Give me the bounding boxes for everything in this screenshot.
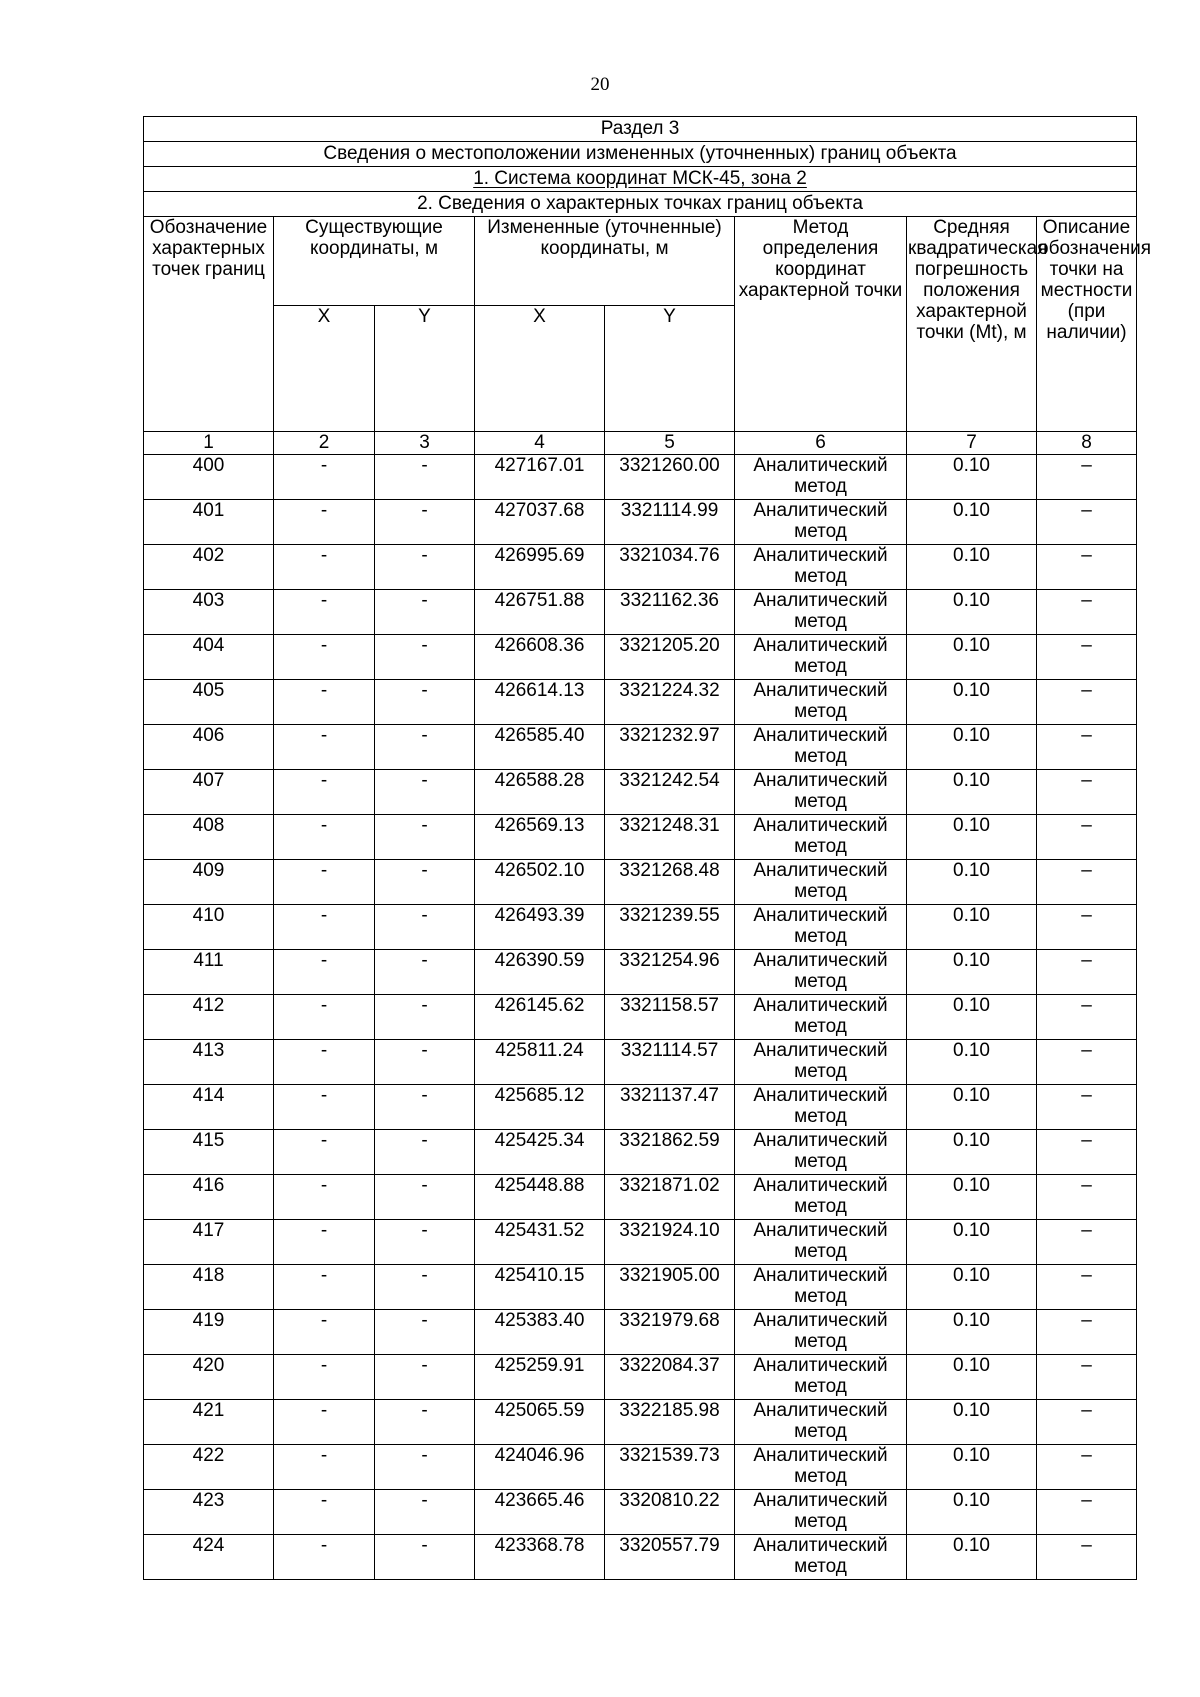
- cell-existing-x: -: [274, 1355, 375, 1400]
- cell-point-number: 410: [144, 905, 274, 950]
- cell-changed-x: 426502.10: [475, 860, 605, 905]
- cell-existing-x: -: [274, 500, 375, 545]
- cell-point-number: 423: [144, 1490, 274, 1535]
- cell-description: –: [1037, 1310, 1137, 1355]
- cell-method: Аналитический метод: [735, 995, 907, 1040]
- column-number: 3: [375, 432, 475, 455]
- cell-description: –: [1037, 1130, 1137, 1175]
- cell-point-number: 401: [144, 500, 274, 545]
- table-row: [144, 1535, 1137, 1580]
- cell-method: Аналитический метод: [735, 1085, 907, 1130]
- cell-changed-y: 3321924.10: [605, 1220, 735, 1265]
- cell-description: –: [1037, 1355, 1137, 1400]
- cell-changed-x: 423665.46: [475, 1490, 605, 1535]
- cell-description: –: [1037, 635, 1137, 680]
- header-existing-y: Y: [375, 306, 475, 432]
- coordinate-system: [144, 167, 1137, 192]
- cell-error: 0.10: [907, 680, 1037, 725]
- table-row: [144, 905, 1137, 950]
- cell-method: Аналитический метод: [735, 1310, 907, 1355]
- cell-existing-x: -: [274, 1130, 375, 1175]
- cell-changed-x: 426614.13: [475, 680, 605, 725]
- cell-error: 0.10: [907, 590, 1037, 635]
- column-number: 6: [735, 432, 907, 455]
- header-error: Средняя квадратическая погрешность положения характерной точки (Mt), м: [907, 217, 1037, 432]
- cell-description: –: [1037, 770, 1137, 815]
- cell-error: 0.10: [907, 1445, 1037, 1490]
- cell-changed-y: 3321254.96: [605, 950, 735, 995]
- cell-existing-x: -: [274, 1085, 375, 1130]
- cell-description: –: [1037, 590, 1137, 635]
- cell-error: 0.10: [907, 1310, 1037, 1355]
- section-title-row: [144, 117, 1137, 142]
- cell-changed-y: 3322084.37: [605, 1355, 735, 1400]
- cell-error: 0.10: [907, 770, 1037, 815]
- table-row: [144, 590, 1137, 635]
- cell-description: –: [1037, 905, 1137, 950]
- table-row: [144, 1175, 1137, 1220]
- cell-existing-x: -: [274, 860, 375, 905]
- cell-changed-x: 426145.62: [475, 995, 605, 1040]
- header-changed-y: Y: [605, 306, 735, 432]
- cell-changed-y: 3320557.79: [605, 1535, 735, 1580]
- cell-error: 0.10: [907, 1490, 1037, 1535]
- cell-changed-x: 426588.28: [475, 770, 605, 815]
- column-number: 1: [144, 432, 274, 455]
- cell-description: –: [1037, 1490, 1137, 1535]
- cell-existing-y: -: [375, 905, 475, 950]
- section-title: Раздел 3: [144, 117, 1137, 142]
- table-row: [144, 500, 1137, 545]
- table-row: [144, 680, 1137, 725]
- cell-method: Аналитический метод: [735, 860, 907, 905]
- table-row: [144, 860, 1137, 905]
- column-number: 7: [907, 432, 1037, 455]
- cell-changed-y: 3321162.36: [605, 590, 735, 635]
- coordinate-system-text: 1. Система координат МСК-45, зона 2: [473, 168, 807, 189]
- cell-description: –: [1037, 1400, 1137, 1445]
- cell-existing-y: -: [375, 1355, 475, 1400]
- cell-point-number: 415: [144, 1130, 274, 1175]
- cell-changed-x: 427167.01: [475, 455, 605, 500]
- cell-error: 0.10: [907, 995, 1037, 1040]
- cell-existing-x: -: [274, 545, 375, 590]
- cell-method: Аналитический метод: [735, 455, 907, 500]
- cell-point-number: 409: [144, 860, 274, 905]
- cell-description: –: [1037, 1220, 1137, 1265]
- cell-method: Аналитический метод: [735, 1040, 907, 1085]
- table-subtitle: Сведения о местоположении измененных (уточненных) границ объекта: [144, 142, 1137, 167]
- cell-method: Аналитический метод: [735, 905, 907, 950]
- cell-method: Аналитический метод: [735, 1400, 907, 1445]
- cell-changed-y: 3321239.55: [605, 905, 735, 950]
- cell-method: Аналитический метод: [735, 1355, 907, 1400]
- cell-existing-y: -: [375, 725, 475, 770]
- cell-method: Аналитический метод: [735, 725, 907, 770]
- cell-existing-y: -: [375, 1130, 475, 1175]
- header-changed-x: X: [475, 306, 605, 432]
- cell-point-number: 418: [144, 1265, 274, 1310]
- cell-existing-x: -: [274, 455, 375, 500]
- cell-changed-y: 3321260.00: [605, 455, 735, 500]
- cell-error: 0.10: [907, 1400, 1037, 1445]
- cell-existing-y: -: [375, 1220, 475, 1265]
- cell-changed-y: 3321268.48: [605, 860, 735, 905]
- cell-existing-y: -: [375, 950, 475, 995]
- cell-changed-y: 3321158.57: [605, 995, 735, 1040]
- cell-method: Аналитический метод: [735, 590, 907, 635]
- cell-method: Аналитический метод: [735, 1490, 907, 1535]
- cell-point-number: 421: [144, 1400, 274, 1445]
- cell-point-number: 406: [144, 725, 274, 770]
- cell-changed-x: 424046.96: [475, 1445, 605, 1490]
- cell-description: –: [1037, 1040, 1137, 1085]
- cell-changed-x: 426493.39: [475, 905, 605, 950]
- cell-point-number: 424: [144, 1535, 274, 1580]
- cell-point-number: 400: [144, 455, 274, 500]
- header-description: Описание обозначения точки на местности (при наличии): [1037, 217, 1137, 432]
- cell-existing-y: -: [375, 1445, 475, 1490]
- cell-error: 0.10: [907, 1175, 1037, 1220]
- cell-changed-y: 3321137.47: [605, 1085, 735, 1130]
- cell-point-number: 419: [144, 1310, 274, 1355]
- cell-changed-x: 426390.59: [475, 950, 605, 995]
- cell-error: 0.10: [907, 1040, 1037, 1085]
- cell-point-number: 403: [144, 590, 274, 635]
- table-row: [144, 1040, 1137, 1085]
- table-row: [144, 455, 1137, 500]
- cell-method: Аналитический метод: [735, 815, 907, 860]
- header-existing-x: X: [274, 306, 375, 432]
- cell-changed-x: 426569.13: [475, 815, 605, 860]
- cell-point-number: 408: [144, 815, 274, 860]
- cell-description: –: [1037, 500, 1137, 545]
- table-row: [144, 950, 1137, 995]
- cell-existing-y: -: [375, 545, 475, 590]
- cell-existing-x: -: [274, 1535, 375, 1580]
- cell-error: 0.10: [907, 455, 1037, 500]
- points-title: 2. Сведения о характерных точках границ объекта: [144, 192, 1137, 217]
- cell-method: Аналитический метод: [735, 635, 907, 680]
- cell-error: 0.10: [907, 1535, 1037, 1580]
- cell-method: Аналитический метод: [735, 1220, 907, 1265]
- cell-changed-x: 425811.24: [475, 1040, 605, 1085]
- page-number: 20: [590, 74, 610, 95]
- cell-changed-y: 3321242.54: [605, 770, 735, 815]
- cell-error: 0.10: [907, 500, 1037, 545]
- cell-point-number: 412: [144, 995, 274, 1040]
- cell-existing-x: -: [274, 1490, 375, 1535]
- cell-description: –: [1037, 1265, 1137, 1310]
- cell-error: 0.10: [907, 1085, 1037, 1130]
- cell-existing-y: -: [375, 770, 475, 815]
- cell-method: Аналитический метод: [735, 770, 907, 815]
- cell-description: –: [1037, 860, 1137, 905]
- cell-error: 0.10: [907, 1355, 1037, 1400]
- cell-existing-y: -: [375, 500, 475, 545]
- cell-description: –: [1037, 995, 1137, 1040]
- cell-error: 0.10: [907, 950, 1037, 995]
- cell-changed-x: 425448.88: [475, 1175, 605, 1220]
- cell-changed-x: 425065.59: [475, 1400, 605, 1445]
- column-number: 4: [475, 432, 605, 455]
- cell-point-number: 417: [144, 1220, 274, 1265]
- cell-changed-x: 425425.34: [475, 1130, 605, 1175]
- cell-error: 0.10: [907, 1220, 1037, 1265]
- cell-existing-x: -: [274, 1400, 375, 1445]
- cell-description: –: [1037, 455, 1137, 500]
- cell-existing-y: -: [375, 1175, 475, 1220]
- cell-changed-x: 426608.36: [475, 635, 605, 680]
- cell-existing-y: -: [375, 1535, 475, 1580]
- cell-existing-x: -: [274, 1445, 375, 1490]
- table-row: [144, 1445, 1137, 1490]
- cell-point-number: 414: [144, 1085, 274, 1130]
- column-number: 5: [605, 432, 735, 455]
- cell-changed-y: 3321539.73: [605, 1445, 735, 1490]
- cell-changed-y: 3321034.76: [605, 545, 735, 590]
- header-row: [144, 217, 1137, 306]
- cell-existing-y: -: [375, 1040, 475, 1085]
- cell-existing-y: -: [375, 1400, 475, 1445]
- cell-existing-y: -: [375, 995, 475, 1040]
- cell-description: –: [1037, 545, 1137, 590]
- cell-changed-x: 425685.12: [475, 1085, 605, 1130]
- cell-existing-x: -: [274, 815, 375, 860]
- cell-description: –: [1037, 725, 1137, 770]
- cell-changed-y: 3321248.31: [605, 815, 735, 860]
- cell-changed-y: 3321979.68: [605, 1310, 735, 1355]
- table-row: [144, 635, 1137, 680]
- cell-error: 0.10: [907, 860, 1037, 905]
- table-row: [144, 1490, 1137, 1535]
- column-numbers-row: [144, 432, 1137, 455]
- cell-method: Аналитический метод: [735, 1445, 907, 1490]
- cell-changed-y: 3320810.22: [605, 1490, 735, 1535]
- cell-existing-y: -: [375, 1085, 475, 1130]
- cell-changed-x: 427037.68: [475, 500, 605, 545]
- subtitle-row: [144, 142, 1137, 167]
- column-number: 2: [274, 432, 375, 455]
- cell-point-number: 420: [144, 1355, 274, 1400]
- cell-point-number: 413: [144, 1040, 274, 1085]
- cell-changed-x: 425383.40: [475, 1310, 605, 1355]
- cell-existing-x: -: [274, 770, 375, 815]
- table-row: [144, 995, 1137, 1040]
- cell-changed-x: 425259.91: [475, 1355, 605, 1400]
- table-row: [144, 545, 1137, 590]
- cell-error: 0.10: [907, 725, 1037, 770]
- cell-method: Аналитический метод: [735, 680, 907, 725]
- cell-error: 0.10: [907, 635, 1037, 680]
- cell-error: 0.10: [907, 1130, 1037, 1175]
- cell-error: 0.10: [907, 905, 1037, 950]
- cell-error: 0.10: [907, 545, 1037, 590]
- cell-existing-x: -: [274, 590, 375, 635]
- cell-method: Аналитический метод: [735, 1130, 907, 1175]
- cell-existing-y: -: [375, 590, 475, 635]
- table-row: [144, 1220, 1137, 1265]
- cell-existing-y: -: [375, 635, 475, 680]
- cell-method: Аналитический метод: [735, 1535, 907, 1580]
- cell-changed-x: 425410.15: [475, 1265, 605, 1310]
- cell-point-number: 411: [144, 950, 274, 995]
- cell-point-number: 416: [144, 1175, 274, 1220]
- cell-method: Аналитический метод: [735, 545, 907, 590]
- column-number: 8: [1037, 432, 1137, 455]
- cell-changed-x: 426995.69: [475, 545, 605, 590]
- table-row: [144, 1355, 1137, 1400]
- coordinate-system-row: [144, 167, 1137, 192]
- cell-existing-x: -: [274, 950, 375, 995]
- table-row: [144, 1130, 1137, 1175]
- table-row: [144, 1265, 1137, 1310]
- header-method: Метод определения координат характерной точки: [735, 217, 907, 432]
- cell-point-number: 407: [144, 770, 274, 815]
- cell-changed-x: 423368.78: [475, 1535, 605, 1580]
- table-row: [144, 815, 1137, 860]
- cell-method: Аналитический метод: [735, 1265, 907, 1310]
- cell-changed-y: 3321114.99: [605, 500, 735, 545]
- cell-changed-x: 426585.40: [475, 725, 605, 770]
- cell-existing-y: -: [375, 1490, 475, 1535]
- cell-point-number: 405: [144, 680, 274, 725]
- cell-existing-y: -: [375, 680, 475, 725]
- cell-point-number: 402: [144, 545, 274, 590]
- cell-method: Аналитический метод: [735, 1175, 907, 1220]
- cell-existing-x: -: [274, 1175, 375, 1220]
- cell-changed-y: 3321205.20: [605, 635, 735, 680]
- cell-error: 0.10: [907, 815, 1037, 860]
- cell-method: Аналитический метод: [735, 950, 907, 995]
- cell-existing-x: -: [274, 635, 375, 680]
- cell-description: –: [1037, 1085, 1137, 1130]
- cell-description: –: [1037, 815, 1137, 860]
- table-row: [144, 1310, 1137, 1355]
- cell-existing-y: -: [375, 455, 475, 500]
- cell-changed-y: 3321224.32: [605, 680, 735, 725]
- cell-changed-y: 3322185.98: [605, 1400, 735, 1445]
- cell-method: Аналитический метод: [735, 500, 907, 545]
- cell-changed-y: 3321862.59: [605, 1130, 735, 1175]
- table-row: [144, 725, 1137, 770]
- cell-existing-x: -: [274, 995, 375, 1040]
- table-row: [144, 1085, 1137, 1130]
- header-designation: Обозначение характерных точек границ: [144, 217, 274, 432]
- cell-existing-x: -: [274, 1265, 375, 1310]
- cell-description: –: [1037, 1535, 1137, 1580]
- header-changed-coordinates: Измененные (уточненные) координаты, м: [475, 217, 735, 306]
- cell-changed-y: 3321905.00: [605, 1265, 735, 1310]
- cell-point-number: 422: [144, 1445, 274, 1490]
- cell-changed-x: 425431.52: [475, 1220, 605, 1265]
- cell-description: –: [1037, 1445, 1137, 1490]
- cell-changed-y: 3321114.57: [605, 1040, 735, 1085]
- cell-changed-y: 3321232.97: [605, 725, 735, 770]
- cell-error: 0.10: [907, 1265, 1037, 1310]
- cell-existing-x: -: [274, 1310, 375, 1355]
- cell-description: –: [1037, 950, 1137, 995]
- cell-existing-y: -: [375, 1265, 475, 1310]
- boundary-points-table: [143, 116, 1152, 1580]
- cell-existing-y: -: [375, 860, 475, 905]
- cell-existing-x: -: [274, 680, 375, 725]
- cell-existing-x: -: [274, 905, 375, 950]
- cell-point-number: 404: [144, 635, 274, 680]
- cell-existing-x: -: [274, 1040, 375, 1085]
- cell-changed-y: 3321871.02: [605, 1175, 735, 1220]
- table-row: [144, 770, 1137, 815]
- header-existing-coordinates: Существующие координаты, м: [274, 217, 475, 306]
- cell-changed-x: 426751.88: [475, 590, 605, 635]
- cell-description: –: [1037, 680, 1137, 725]
- cell-existing-y: -: [375, 1310, 475, 1355]
- cell-existing-x: -: [274, 1220, 375, 1265]
- cell-existing-x: -: [274, 725, 375, 770]
- cell-description: –: [1037, 1175, 1137, 1220]
- table-row: [144, 1400, 1137, 1445]
- points-title-row: [144, 192, 1137, 217]
- cell-existing-y: -: [375, 815, 475, 860]
